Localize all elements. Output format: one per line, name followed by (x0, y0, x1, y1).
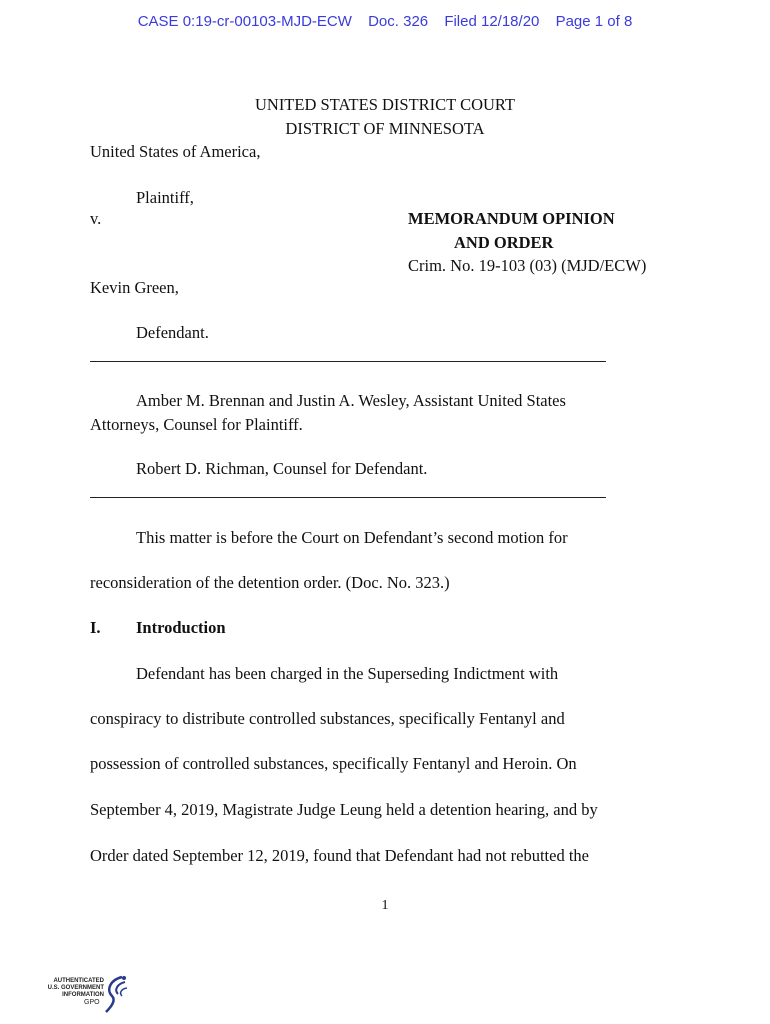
logo-line: U.S. GOVERNMENT (47, 985, 104, 991)
document-title-line1: MEMORANDUM OPINION (408, 209, 615, 228)
plaintiff-name: United States of America, (90, 142, 261, 161)
paragraph-line: reconsideration of the detention order. (Doc. No. 323.) (90, 573, 450, 592)
criminal-number: Crim. No. 19-103 (03) (MJD/ECW) (408, 256, 647, 275)
page-number: 1 (381, 898, 389, 913)
divider-rule (90, 361, 606, 362)
court-name: UNITED STATES DISTRICT COURT (254, 95, 515, 114)
filing-header (0, 13, 770, 30)
paragraph-line: September 4, 2019, Magistrate Judge Leung held a detention hearing, and by (90, 800, 598, 819)
paragraph-line: Defendant has been charged in the Superseding Indictment with (136, 664, 559, 683)
paragraph-line: conspiracy to distribute controlled substances, specifically Fentanyl and (90, 709, 565, 728)
defendant-counsel: Robert D. Richman, Counsel for Defendant. (136, 459, 428, 478)
paragraph-line: possession of controlled substances, specifically Fentanyl and Heroin. On (90, 754, 577, 773)
divider-rule (90, 497, 606, 498)
plaintiff-role: Plaintiff, (136, 188, 194, 207)
defendant-role: Defendant. (136, 323, 209, 342)
document-number: Doc. 326 (368, 13, 429, 30)
court-district: DISTRICT OF MINNESOTA (285, 119, 485, 138)
plaintiff-counsel-line1: Amber M. Brennan and Justin A. Wesley, Assistant United States (136, 391, 566, 410)
case-number: CASE 0:19-cr-00103-MJD-ECW (137, 13, 352, 30)
versus: v. (90, 209, 102, 228)
logo-text (44, 978, 104, 999)
logo-line: AUTHENTICATED (53, 978, 104, 984)
logo-line: INFORMATION (62, 992, 104, 998)
plaintiff-counsel-line2: Attorneys, Counsel for Plaintiff. (90, 415, 303, 434)
gpo-authentication-logo (44, 972, 134, 1018)
document-title-line2: AND ORDER (454, 233, 554, 252)
section-number: I. (90, 618, 101, 637)
filed-date: Filed 12/18/20 (444, 13, 540, 30)
paragraph-line: Order dated September 12, 2019, found that Defendant had not rebutted the (90, 846, 589, 865)
eagle-icon (100, 974, 130, 1016)
paragraph-line: This matter is before the Court on Defendant’s second motion for (136, 528, 568, 547)
page-indicator: Page 1 of 8 (555, 13, 633, 30)
section-heading: Introduction (136, 618, 226, 637)
defendant-name: Kevin Green, (90, 278, 179, 297)
logo-gpo: GPO (84, 999, 100, 1006)
